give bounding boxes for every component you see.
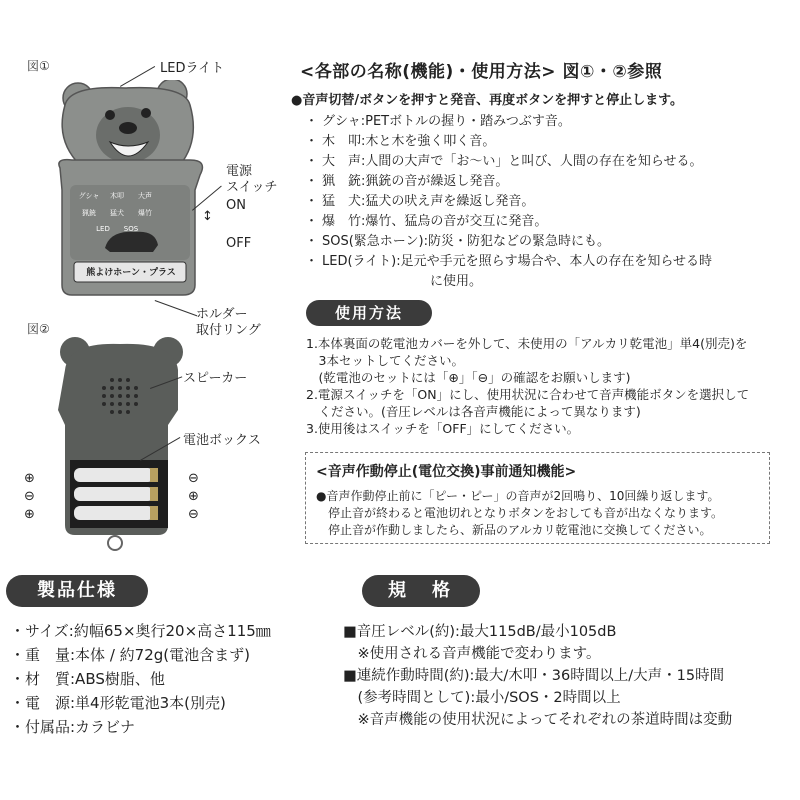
spec-row: ・サイズ:約幅65×奥行20×高さ115㎜ <box>10 622 271 640</box>
spec-row: ・電 源:単4形乾電池3本(別売) <box>10 694 226 712</box>
callout-led-light: LEDライト <box>160 61 225 76</box>
bear-device-back <box>50 330 190 560</box>
device-button-sos: SOS <box>123 225 139 233</box>
functions-title: <各部の名称(機能)・使用方法> 図①・②参照 <box>300 62 663 82</box>
callout-holder-1: ホルダー <box>196 307 248 322</box>
ratings-pill: 規 格 <box>362 575 480 607</box>
rating-row: ■連続作動時間(約):最大/木叩・36時間以上/大声・15時間 <box>343 668 725 684</box>
function-led-continuation: に使用。 <box>430 274 483 289</box>
callout-power-switch-2: スイッチ <box>226 180 278 195</box>
function-item: ・ LED(ライト) :足元や手元を照らす場合や、本人の存在を知らせる時 <box>304 254 712 269</box>
callout-battery-box: 電池ボックス <box>183 433 261 448</box>
spec-row: ・付属品:カラビナ <box>10 718 136 736</box>
notice-line: 停止音が終わると電池切れとなりボタンをおしても音が出なくなります。 <box>316 506 724 520</box>
switch-arrow-icon: ↕ <box>202 209 213 224</box>
function-item: ・ グシャ :PETボトルの握り・踏みつぶす音。 <box>304 114 571 129</box>
rating-row: (参考時間として):最小/SOS・2時間以上 <box>343 690 621 706</box>
polarity-minus-right-2: ⊖ <box>188 507 199 522</box>
notice-line: ●音声作動停止前に「ピー・ピー」の音声が2回鳴り、10回繰り返します。 <box>316 489 720 503</box>
callout-power-switch-1: 電源 <box>226 164 253 179</box>
device-nameplate: 熊よけホーン・プラス <box>86 268 176 278</box>
usage-line: 3.使用後はスイッチを「OFF」にしてください。 <box>306 421 580 436</box>
usage-line: (乾電池のセットには「⊕」「⊖」の確認をお願いします) <box>306 370 631 385</box>
function-item: ・ SOS(緊急ホーン) :防災・防犯などの緊急時にも。 <box>304 234 611 249</box>
device-button-gusha: グシャ <box>78 192 100 200</box>
spec-row: ・重 量:本体 / 約72g(電池含まず) <box>10 646 250 664</box>
polarity-plus-left-2: ⊕ <box>24 507 35 522</box>
usage-line: 1.本体裏面の乾電池カバーを外して、未使用の「アルカリ乾電池」単4(別売)を <box>306 336 748 351</box>
switch-off-label: OFF <box>226 236 252 251</box>
functions-lead: ●音声切替/ボタンを押すと発音、再度ボタンを押すと停止します。 <box>291 93 684 108</box>
rating-row: ※使用される音声機能で変わります。 <box>343 646 601 662</box>
specs-pill: 製品仕様 <box>6 575 148 607</box>
function-item: ・ 大 声 :人間の大声で「お〜い」と叫び、人間の存在を知らせる。 <box>304 154 703 169</box>
polarity-minus-right-1: ⊖ <box>188 471 199 486</box>
function-item: ・ 猟 銃 :猟銃の音が繰返し発音。 <box>304 174 509 189</box>
usage-line: 2.電源スイッチを「ON」にし、使用状況に合わせて音声機能ボタンを選択して <box>306 387 750 402</box>
usage-line: ください。(音圧レベルは各音声機能によって異なります) <box>306 404 641 419</box>
rating-row: ■音圧レベル(約):最大115dB/最小105dB <box>343 624 617 640</box>
polarity-plus-right-1: ⊕ <box>188 489 199 504</box>
rating-row: ※音声機能の使用状況によってそれぞれの茶道時間は変動 <box>343 712 733 728</box>
spec-row: ・材 質:ABS樹脂、他 <box>10 670 165 688</box>
callout-speaker: スピーカー <box>183 371 248 386</box>
notice-title: <音声作動停止(電位交換)事前通知機能> <box>316 464 577 480</box>
polarity-plus-left-1: ⊕ <box>24 471 35 486</box>
usage-line: 3本セットしてください。 <box>306 353 464 368</box>
device-button-bakuchiku: 爆竹 <box>138 209 152 217</box>
device-button-oogoe: 大声 <box>138 192 152 200</box>
device-button-mouken: 猛犬 <box>110 209 124 217</box>
fig2-label: 図② <box>27 322 50 336</box>
fig1-label: 図① <box>27 59 50 73</box>
function-item: ・ 爆 竹 :爆竹、猛烏の音が交互に発音。 <box>304 214 548 229</box>
device-button-led: LED <box>96 225 110 233</box>
polarity-minus-left-1: ⊖ <box>24 489 35 504</box>
callout-holder-2: 取付リング <box>196 323 261 338</box>
usage-pill: 使用方法 <box>306 300 432 326</box>
switch-on-label: ON <box>226 198 246 213</box>
notice-line: 停止音が作動しましたら、新品のアルカリ乾電池に交換してください。 <box>316 523 712 537</box>
function-item: ・ 木 叩 :木と木を強く叩く音。 <box>304 134 496 149</box>
function-item: ・ 猛 犬 :猛犬の吠え声を繰返し発音。 <box>304 194 535 209</box>
device-button-ryoujuu: 猟銃 <box>82 209 96 217</box>
device-button-kitataki: 木叩 <box>110 192 124 200</box>
